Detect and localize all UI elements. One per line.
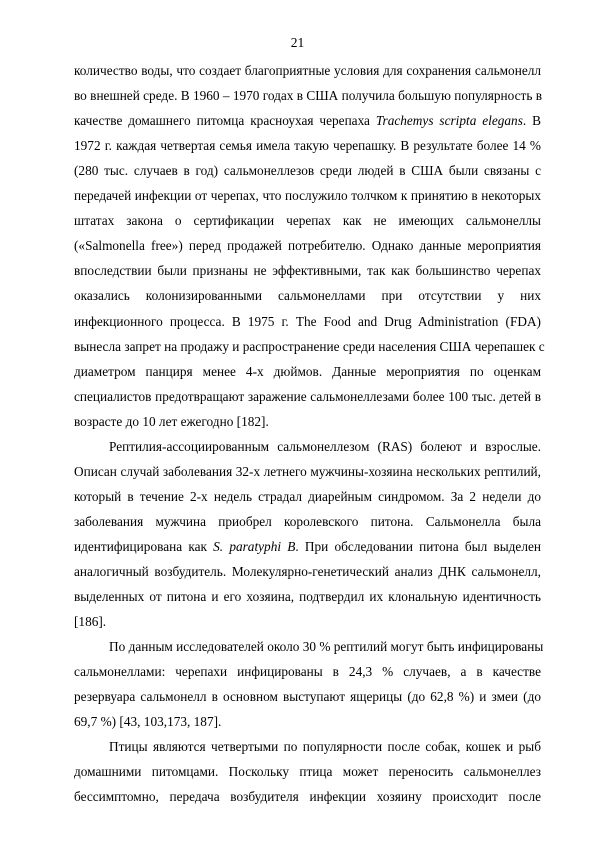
text-line [74,761,541,783]
text-segment: резервуара сальмонелл в основном выступают ящерицы (до 62,8 %) и змеи (до [74,689,541,705]
text-line [74,411,269,433]
text-segment: вынесла запрет на продажу и распространение среди населения США черепашек с [74,338,545,354]
text-segment: (280 тыс. случаев в год) сальмонеллезов среди людей в США были связаны с [74,163,541,179]
text-segment: 1972 г. каждая четвертая семья имела такую черепашку. В результате более 14 % [74,138,541,154]
text-segment: инфекционного процесса. В 1975 г. The Food and Drug Administration (FDA) [74,313,541,329]
text-line [109,636,544,658]
text-segment: («Salmonella free») перед продажей потребителю. Однако данные мероприятия [74,238,541,254]
text-line [74,160,541,182]
text-segment: 69,7 %) [43, 103,173, 187]. [74,714,222,730]
text-segment: сальмонеллами: черепахи инфицированы в 24,3 % случаев, а в качестве [74,664,541,680]
text-line [74,561,541,583]
text-line [74,361,541,383]
text-segment: впоследствии были признаны не эффективными, так как большинство черепах [74,263,541,279]
text-line [74,386,541,408]
text-segment: По данным исследователей около 30 % рептилий могут быть инфицированы [109,639,544,655]
text-line [74,586,541,608]
text-segment: домашними питомцами. Поскольку птица может переносить сальмонеллез [74,764,541,780]
text-line [74,661,541,683]
text-line [74,60,541,82]
text-line [74,711,221,733]
text-segment: [186]. [74,614,107,630]
text-segment: количество воды, что создает благоприятные условия для сохранения сальмонелл [74,63,541,78]
text-line [74,536,541,558]
text-line [109,436,541,458]
text-segment: диаметром панциря менее 4-х дюймов. Данные мероприятия по оценкам [74,363,541,379]
text-line [74,461,541,483]
text-line [74,611,106,633]
text-segment: штатах закона о сертификации черепах как не имеющих сальмонеллы [74,213,541,229]
text-segment: Описан случай заболевания 32-х летнего мужчины-хозяина нескольких рептилий, [74,463,541,479]
text-line [74,85,541,107]
text-segment: аналогичный возбудитель. Молекулярно-генетический анализ ДНК сальмонелл, [74,564,541,579]
text-segment: качестве домашнего питомца красноухая черепаха [74,113,376,129]
text-segment: заболевания мужчина приобрел королевского питона. Сальмонелла была [74,513,541,529]
text-segment: специалистов предотвращают заражение сальмонеллезами более 100 тыс. детей в [74,388,541,404]
page-number: 21 [290,35,305,50]
text-segment: во внешней среде. В 1960 – 1970 годах в США получила большую популярность в [74,88,543,104]
text-segment: . При обследовании питона был выделен [295,538,541,554]
text-line [74,110,541,132]
text-line [74,511,541,533]
text-line [74,686,541,708]
text-line [74,185,541,207]
text-line [74,210,541,232]
text-line [74,486,541,508]
text-segment: который в течение 2-х недель страдал диарейным синдромом. За 2 недели до [74,488,541,504]
text-line [74,135,541,157]
text-line [109,736,541,758]
text-segment: оказались колонизированными сальмонеллами при отсутствии у них [74,288,541,304]
text-segment: . В [522,113,541,129]
text-segment: возрасте до 10 лет ежегодно [182]. [74,413,269,429]
text-line [74,336,545,358]
text-line [74,311,541,333]
text-segment: выделенных от питона и его хозяина, подтвердил их клональную идентичность [74,589,541,605]
italic-term: Trachemys scripta elegans [375,113,523,129]
text-segment: передачей инфекции от черепах, что послужило толчком к принятию в некоторых [74,188,541,204]
italic-term: S. paratyphi B [213,538,296,554]
text-segment: Рептилия-ассоциированным сальмонеллезом (RAS) болеют и взрослые. [109,438,541,454]
text-segment: Птицы являются четвертыми по популярности после собак, кошек и рыб [109,739,541,755]
text-segment: идентифицирована как [74,538,214,554]
text-line [74,260,541,282]
text-line [74,285,541,307]
text-line [74,786,541,808]
text-line [74,235,541,257]
text-segment: бессимптомно, передача возбудителя инфекции хозяину происходит после [74,789,541,805]
